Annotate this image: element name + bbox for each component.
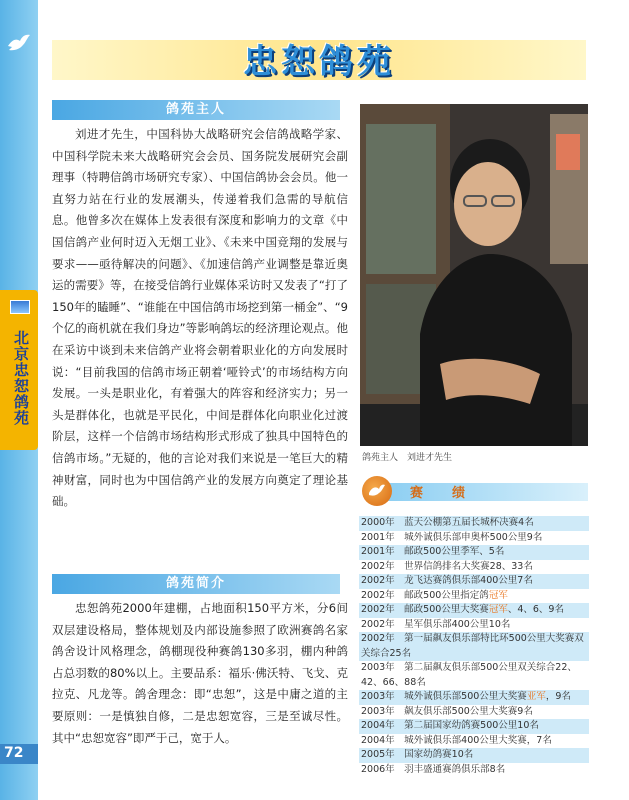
- owner-paragraph: 刘进才先生，中国科协大战略研究会信鸽战略学家、中国科学院未来大战略研究会会员、国务院发展研究会副理事（特聘信鸽市场研究专家）、中国信鸽协会会员。他一直努力站在行业的发展潮头，传递着我们急需的导航信息。他曾多次在媒体上发表很有深度和影响力的文章《中国信鸽产业何时迈入无烟工业》、《未来中国竞翔的发展与要求——亟待解决的问题》、《加速信鸽产业调整是靠近奥运的需要》等，在接受信鸽行业媒体采访时又发表了“打了150年的瞌睡”、“谁能在中国信鸽市场挖到第一桶金”、“9个亿的商机就在我们身边”等影响鸽坛的经济理论观点。他在采访中谈到未来信鸽产业将会朝着职业化的方向发展时说：“目前我国的信鸽市场正朝着‘哑铃式’的市场结构方向发展。一头是职业化，有着强大的阵容和经济实力；另一头是群体化，也就是平民化，中间是群体化向职业化过渡阶层，这样一个信鸽市场结构形式形成了独具中国特色的信鸽市场。”无疑的，他的言论对我们来说是一笔巨大的精神财富，同时也为中国信鸽产业的发展方向奠定了理论基础。: [52, 127, 348, 509]
- highlight-text: 亚军: [526, 691, 546, 702]
- achievement-item: 2004年 城外诚俱乐部400公里大奖赛，7名: [361, 734, 552, 746]
- side-thumbnail: [10, 300, 30, 314]
- side-tab-label: 北京忠恕鸽苑: [12, 330, 30, 426]
- achievements-header: [362, 476, 590, 506]
- achievements-heading: 赛 绩: [410, 486, 474, 501]
- intro-paragraph: 忠恕鸽苑2000年建棚，占地面积150平方米，分6间双层建设格局，整体规划及内部设施参照了欧洲赛鸽名家鸽舍设计风格理念，鸽棚现役种赛鸽130多羽，棚内种鸽占总羽数的80%以上。主要品系：福乐·佛沃特、飞戈、克拉克、凡龙等。鸽舍理念：即“忠恕”，这是中庸之道的主要原则：一是慎独自修，二是忠恕宽容，三是至诚尽性。其中“忠恕宽容”即严于己，宽于人。: [52, 601, 348, 745]
- photo-caption: 鸽苑主人 刘进才先生: [362, 453, 453, 463]
- achievement-item: 2001年 邮政500公里季军、5名: [359, 545, 589, 560]
- pigeon-icon: [366, 481, 386, 501]
- achievement-item: 2006年 羽丰盛通赛鸽俱乐部8名: [361, 763, 506, 775]
- achievements-list: [359, 516, 589, 777]
- section-heading-intro: 鸽苑简介: [52, 574, 340, 594]
- highlight-text: 冠军: [488, 589, 508, 601]
- achievement-item: 2001年 城外诚俱乐部申奥杯500公里9名: [361, 531, 543, 543]
- page-title: 忠恕鸽苑: [243, 42, 395, 82]
- achievement-item: 2002年 第一届飙友俱乐部特比环500公里大奖赛双关综合25名: [359, 632, 589, 661]
- section-heading-owner: 鸽苑主人: [52, 100, 340, 120]
- achievement-item: 2003年 飙友俱乐部500公里大奖赛9名: [361, 705, 533, 717]
- achievement-item: 2004年 第二届国家幼鸽赛500公里10名: [359, 719, 589, 734]
- achievement-item: 2005年 国家幼鸽赛10名: [359, 748, 589, 763]
- achievement-item: 2002年 龙飞达赛鸽俱乐部400公里7名: [359, 574, 589, 589]
- achievement-item: 2003年 第二届飙友俱乐部500公里双关综合22、42、66、88名: [361, 662, 577, 688]
- page-number: 72: [4, 745, 24, 761]
- achievement-item: 2002年 星军俱乐部400公里10名: [361, 618, 511, 630]
- highlight-text: 冠军: [488, 604, 508, 615]
- achievement-item: 2002年 邮政500公里指定鸽冠军: [361, 589, 508, 601]
- achievement-item: 2002年 邮政500公里大奖赛冠军、4、6、9名: [359, 603, 589, 618]
- owner-photo: [360, 104, 588, 446]
- achievement-item: 2003年 城外诚俱乐部500公里大奖赛亚军，9名: [359, 690, 589, 705]
- dove-icon: [6, 32, 32, 56]
- achievement-item: 2002年 世界信鸽排名大奖赛28、33名: [361, 560, 533, 572]
- achievement-item: 2000年 蓝天公棚第五届长城杯决赛4名: [359, 516, 589, 531]
